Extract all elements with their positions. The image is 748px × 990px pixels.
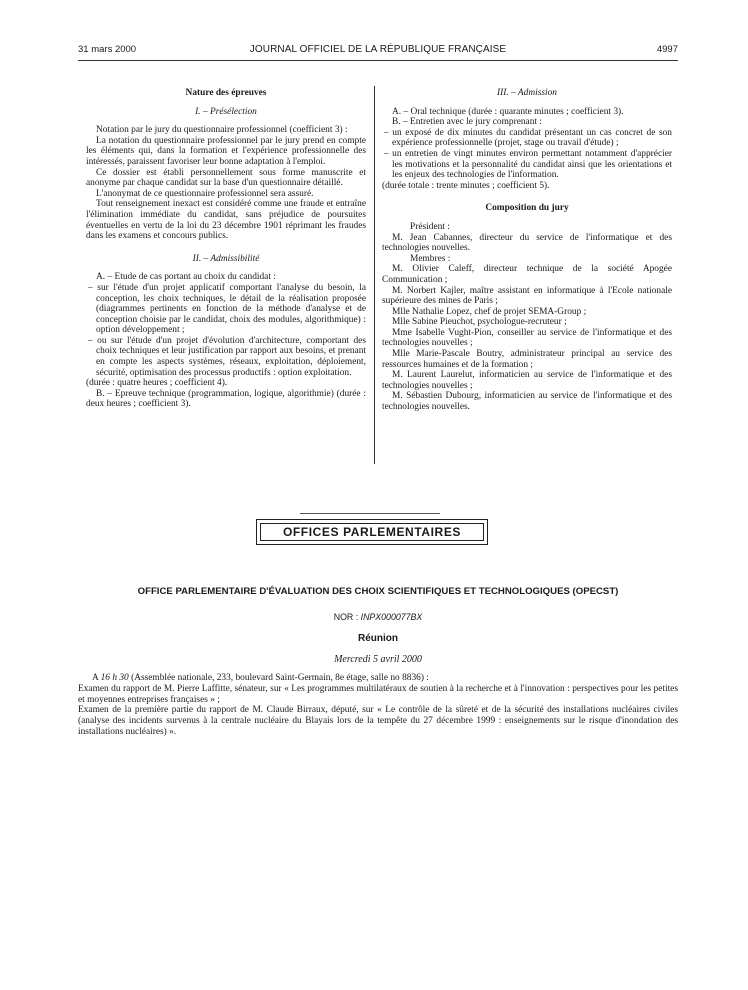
subsection-title: II. – Admissibilité — [192, 253, 260, 264]
office-title: OFFICE PARLEMENTAIRE D'ÉVALUATION DES CHOIX SCIENTIFIQUES ET TECHNOLOGIQUES (OPECST) — [137, 586, 619, 597]
section-box-title: OFFICES PARLEMENTAIRES — [282, 525, 462, 539]
left-column — [86, 88, 366, 410]
journal-title: JOURNAL OFFICIEL DE LA RÉPUBLIQUE FRANÇAISE — [249, 44, 507, 55]
list-item: – un entretien de vingt minutes environ permettant notamment d'apprécier les motivations et la personnalité du candidat ainsi que les orientations et les enjeux des technologies de l'information. — [384, 148, 672, 181]
page-header — [78, 44, 678, 58]
jury-member: Mlle Marie-Pascale Boutry, administrateur principal au service des ressources humaines et de la formation ; — [382, 349, 672, 370]
list-item: – un exposé de dix minutes du candidat présentant un cas concret de son expérience professionnelle (projet, stage ou travail d'étude) ; — [384, 127, 672, 149]
jury-member: Mlle Sabine Pieuchot, psychologue-recruteur ; — [392, 317, 567, 328]
meeting-date: Mercredi 5 avril 2000 — [334, 654, 422, 665]
paragraph: A. – Etude de cas portant au choix du candidat : — [96, 272, 276, 283]
jury-member: M. Jean Cabannes, directeur du service de l'informatique et des technologies nouvelles. — [382, 232, 672, 254]
page-number: 4997 — [656, 44, 678, 55]
nor-label: NOR : — [333, 612, 359, 622]
list-item: – ou sur l'étude d'un projet d'évolution d'architecture, comportant des choix techniques et leur justification par rapport aux besoins, et prenant en compte les aspects systèmes, réseaux, exploitation, déploiement, sécurité, optimisation des processus productifs : option exploitation. — [88, 335, 366, 378]
meeting-body — [78, 673, 678, 738]
section-box — [256, 519, 488, 545]
paragraph: La notation du questionnaire professionnel par le jury prend en compte les éléments qui, dans la formation et l'expérience professionnelle des intéressés, paraissent favoriser leur bonne adaptation à l'emploi. — [86, 135, 366, 167]
header-rule — [78, 60, 678, 61]
time-prefix: A — [92, 673, 99, 683]
paragraph: L'anonymat de ce questionnaire professionnel sera assuré. — [96, 188, 314, 199]
column-divider — [374, 86, 375, 464]
agenda-item: Examen du rapport de M. Pierre Laffitte, sénateur, sur « Les programmes multilatéraux de soutien à la recherche et à l'innovation : perspectives pour les petites et moyennes entreprises françaises » ; — [78, 683, 678, 705]
meeting-time-line — [78, 673, 678, 684]
subsection-title: III. – Admission — [497, 88, 557, 98]
paragraph: Tout renseignement inexact est considéré comme une fraude et entraîne l'élimination immédiate du candidat, sans préjudice de poursuites éventuelles en vertu de la loi du 23 décembre 1901 réprimant les fraudes dans les examens et concours publics. — [86, 199, 366, 242]
jury-member: Mlle Nathalie Lopez, chef de projet SEMA-Group ; — [392, 306, 587, 317]
meeting-location: (Assemblée nationale, 233, boulevard Saint-Germain, 8e étage, salle no 8836) : — [131, 673, 429, 683]
section-heading: Composition du jury — [485, 203, 569, 214]
agenda-item: Examen de la première partie du rapport de M. Claude Birraux, député, sur « Le contrôle de la sûreté et de la sécurité des installations nucléaires civiles (analyse des incidents survenus à la centrale nucléaire du Blayais lors de la tempête du 27 décembre 1999 : enseignements sur le risque d'inondation des installations nucléaires) ». — [78, 705, 678, 737]
paragraph: A. – Oral technique (durée : quarante minutes ; coefficient 3). — [392, 106, 624, 117]
paragraph: B. – Entretien avec le jury comprenant : — [392, 117, 542, 128]
subsection-title: I. – Présélection — [195, 106, 257, 117]
section-heading: Nature des épreuves — [185, 88, 267, 98]
nor-code: INPX000077BX — [360, 612, 423, 622]
jury-member: M. Norbert Kajler, maître assistant en informatique à l'Ecole nationale supérieure des mines de Paris ; — [382, 285, 672, 307]
jury-member: Mme Isabelle Vught-Pion, conseiller au service de l'informatique et des technologies nouvelles ; — [382, 327, 672, 349]
header-date: 31 mars 2000 — [78, 44, 137, 55]
jury-member: M. Olivier Caleff, directeur technique de la société Apogée Communication ; — [382, 264, 672, 285]
separator-rule — [300, 513, 440, 514]
meeting-time: 16 h 30 — [100, 673, 129, 683]
reunion-heading: Réunion — [358, 633, 398, 644]
paragraph: Notation par le jury du questionnaire professionnel (coefficient 3) : — [96, 125, 348, 136]
paragraph: (durée : quatre heures ; coefficient 4). — [86, 378, 228, 389]
jury-label: Président : — [410, 221, 450, 232]
jury-label: Membres : — [410, 253, 451, 264]
jury-member: M. Laurent Laurelut, informaticien au service de l'informatique et des technologies nouvelles ; — [382, 370, 672, 391]
right-column — [382, 88, 672, 413]
list-item: – sur l'étude d'un projet applicatif comportant l'analyse du besoin, la conception, les choix techniques, le détail de la réalisation proposée (diagrammes pertinents en fonction de la méthode d'analyse et de conception choisie par le candidat, choix des modules, algorithmique) : option développement ; — [88, 282, 366, 336]
paragraph: B. – Epreuve technique (programmation, logique, algorithmie) (durée : deux heures ; coefficient 3). — [86, 388, 366, 410]
paragraph: (durée totale : trente minutes ; coefficient 5). — [382, 180, 550, 191]
jury-member: M. Sébastien Dubourg, informaticien au service de l'informatique et des technologies nouvelles. — [382, 391, 672, 413]
paragraph: Ce dossier est établi personnellement sous forme manuscrite et anonyme par chaque candidat sur la base d'un questionnaire détaillé. — [86, 167, 366, 189]
nor-line — [78, 612, 678, 623]
